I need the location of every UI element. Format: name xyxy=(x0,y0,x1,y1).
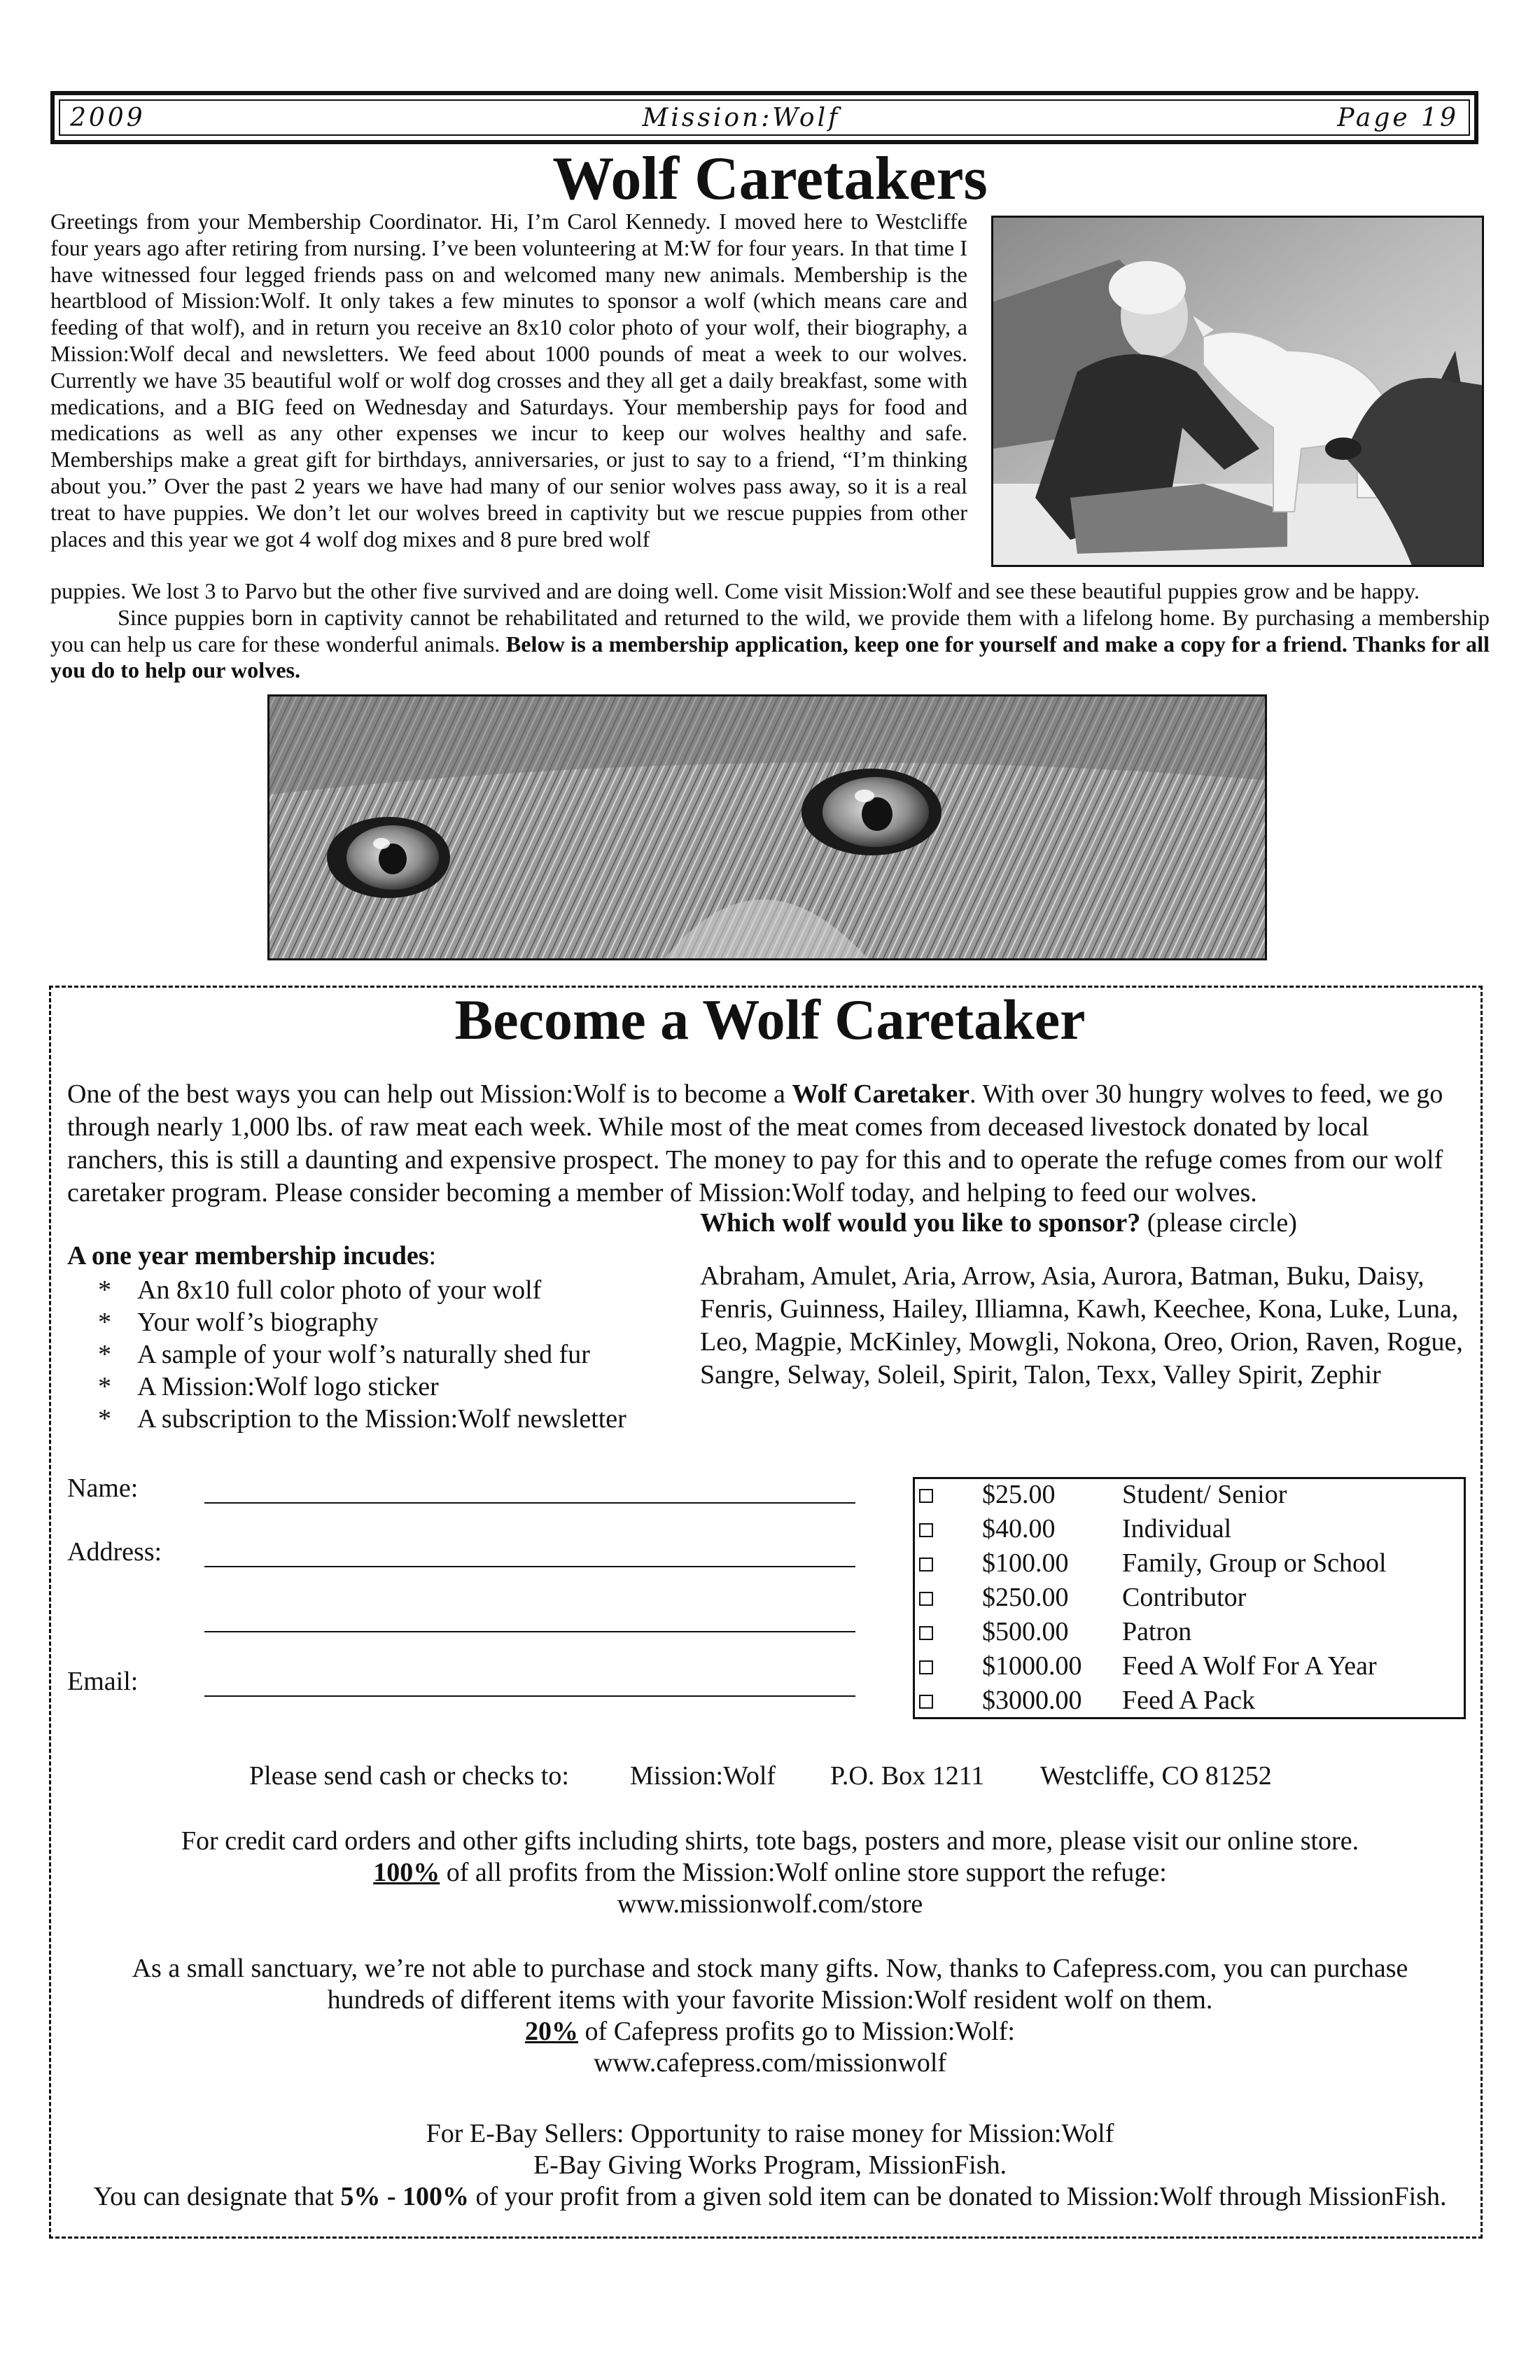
intro-bold-callout: Below is a membership application, keep one for yourself and make a copy for a friend. Thanks for all you do to help our wolves. xyxy=(50,631,1490,683)
intro-paragraph: Greetings from your Membership Coordinator. Hi, I’m Carol Kennedy. I moved here to Westcliffe four years ago after retiring from nursing. I’ve been volunteering at M:W for four years. In that time I have witnessed four legged friends pass on and welcomed many new animals. Membership is the heartblood of Mission:Wolf. It only takes a few minutes to sponsor a wolf (which means care and feeding of that wolf), and in return you receive an 8x10 color photo of your wolf, their biography, a Mission:Wolf decal and newsletters. We feed about 1000 pounds of meat a week to our wolves. Currently we have 35 beautiful wolf or wolf dog crosses and they all get a daily breakfast, some with medications, and a BIG feed on Wednesday and Saturdays. Your membership pays for food and medications as well as any other expenses we incur to keep our wolves healthy and safe. Memberships make a great gift for birthdays, anniversaries, or just to say to a friend, “I’m thinking about you.” Over the past 2 years we have had many of our senior wolves pass away, so it is a real treat to have puppies. We don’t let our wolves breed in captivity but we rescue puppies from other places and this year we got 4 wolf dog mixes and 8 pure bred wolf xyxy=(50,209,967,552)
email-field[interactable] xyxy=(204,1695,855,1697)
address-field[interactable] xyxy=(204,1566,855,1567)
store-link[interactable]: www.missionwolf.com/store xyxy=(617,1889,923,1919)
intro-paragraph-2: Since puppies born in captivity cannot be rehabilitated and returned to the wild, we provide them with a lifelong home. By purchasing a membership you can help us care for these wonderful animals. Below is a membership application, keep one for yourself and make a copy for a friend. Thanks for all you do to help our wolves. xyxy=(50,604,1490,683)
level-checkbox[interactable] xyxy=(919,1489,933,1503)
ebay-info: For E-Bay Sellers: Opportunity to raise money for Mission:Wolf E-Bay Giving Works Program, MissionFish. You can designate that 5% - 100% of your profit from a given sold item can be donated to Mission:Wolf through MissionFish. xyxy=(93,2119,1447,2211)
page-title: Wolf Caretakers xyxy=(552,145,988,213)
benefit-item: * A subscription to the Mission:Wolf newsletter xyxy=(98,1403,626,1435)
level-row[interactable]: $40.00 Individual xyxy=(915,1513,1464,1548)
header-page-number: Page 19 xyxy=(1337,103,1459,132)
header-year: 2009 xyxy=(70,103,146,132)
level-checkbox[interactable] xyxy=(919,1695,933,1709)
level-row[interactable]: $250.00 Contributor xyxy=(915,1582,1464,1616)
cafepress-info: As a small sanctuary, we’re not able to purchase and stock many gifts. Now, thanks to Cafepress.com, you can purchase hundreds of different items with your favorite Mission:Wolf resident wolf on them. 20% of Cafepress profits go to Mission:Wolf: www.cafepress.com/missionwolf xyxy=(84,1953,1456,2079)
level-row[interactable]: $1000.00 Feed A Wolf For A Year xyxy=(915,1651,1464,1685)
header-publication: Mission:Wolf xyxy=(642,103,841,132)
name-label: Name: xyxy=(67,1474,139,1503)
benefit-item: * A sample of your wolf’s naturally shed fur xyxy=(98,1338,626,1371)
membership-heading: A one year membership incudes: xyxy=(67,1241,437,1270)
sponsor-question: Which wolf would you like to sponsor? (please circle) xyxy=(700,1208,1297,1238)
level-row[interactable]: $500.00 Patron xyxy=(915,1616,1464,1651)
cafepress-link[interactable]: www.cafepress.com/missionwolf xyxy=(593,2048,947,2078)
benefit-item: * An 8x10 full color photo of your wolf xyxy=(98,1274,626,1306)
intro-continuation xyxy=(50,578,1490,684)
membership-levels xyxy=(913,1477,1466,1719)
coupon-pitch: One of the best ways you can help out Mission:Wolf is to become a Wolf Caretaker. With over 30 hungry wolves to feed, we go through nearly 1,000 lbs. of raw meat each week. While most of the meat comes from deceased livestock donated by local ranchers, this is still a daunting and expensive prospect. The money to pay for this and to operate the refuge comes from our wolf caretaker program. Please consider becoming a member of Mission:Wolf today, and helping to feed our wolves. xyxy=(67,1079,1443,1208)
level-row[interactable]: $25.00 Student/ Senior xyxy=(915,1479,1464,1513)
benefit-item: * Your wolf’s biography xyxy=(98,1306,626,1338)
coupon-title: Become a Wolf Caretaker xyxy=(454,988,1086,1051)
name-field[interactable] xyxy=(204,1502,855,1504)
address-label: Address: xyxy=(67,1537,162,1567)
level-checkbox[interactable] xyxy=(919,1660,933,1674)
membership-benefits xyxy=(98,1274,626,1435)
address-field-line-2[interactable] xyxy=(204,1631,855,1632)
intro-tail: puppies. We lost 3 to Parvo but the other five survived and are doing well. Come visit Mission:Wolf and see these beautiful puppies grow and be happy. xyxy=(50,578,1420,603)
caretaker-photo xyxy=(991,216,1484,567)
level-row[interactable]: $3000.00 Feed A Pack xyxy=(915,1685,1464,1719)
level-checkbox[interactable] xyxy=(919,1592,933,1606)
level-checkbox[interactable] xyxy=(919,1558,933,1572)
email-label: Email: xyxy=(67,1667,139,1696)
level-row[interactable]: $100.00 Family, Group or School xyxy=(915,1548,1464,1582)
page-header xyxy=(50,91,1478,144)
level-checkbox[interactable] xyxy=(919,1523,933,1537)
wolf-name-list[interactable]: Abraham, Amulet, Aria, Arrow, Asia, Aurora, Batman, Buku, Daisy, Fenris, Guinness, Hailey, Illiamna, Kawh, Keechee, Kona, Luke, Luna, Leo, Magpie, McKinley, Mowgli, Nokona, Oreo, Orion, Raven, Rogue, Sangre, Selway, Soleil, Spirit, Talon, Texx, Valley Spirit, Zephir xyxy=(700,1261,1463,1390)
online-store-info: For credit card orders and other gifts including shirts, tote bags, posters and more, please visit our online store. 100% of all profits from the Mission:Wolf online store support the refuge: www.missionwolf.com/store xyxy=(67,1826,1473,1920)
benefit-item: * A Mission:Wolf logo sticker xyxy=(98,1371,626,1403)
wolf-eyes-photo xyxy=(267,694,1267,960)
level-checkbox[interactable] xyxy=(919,1626,933,1640)
